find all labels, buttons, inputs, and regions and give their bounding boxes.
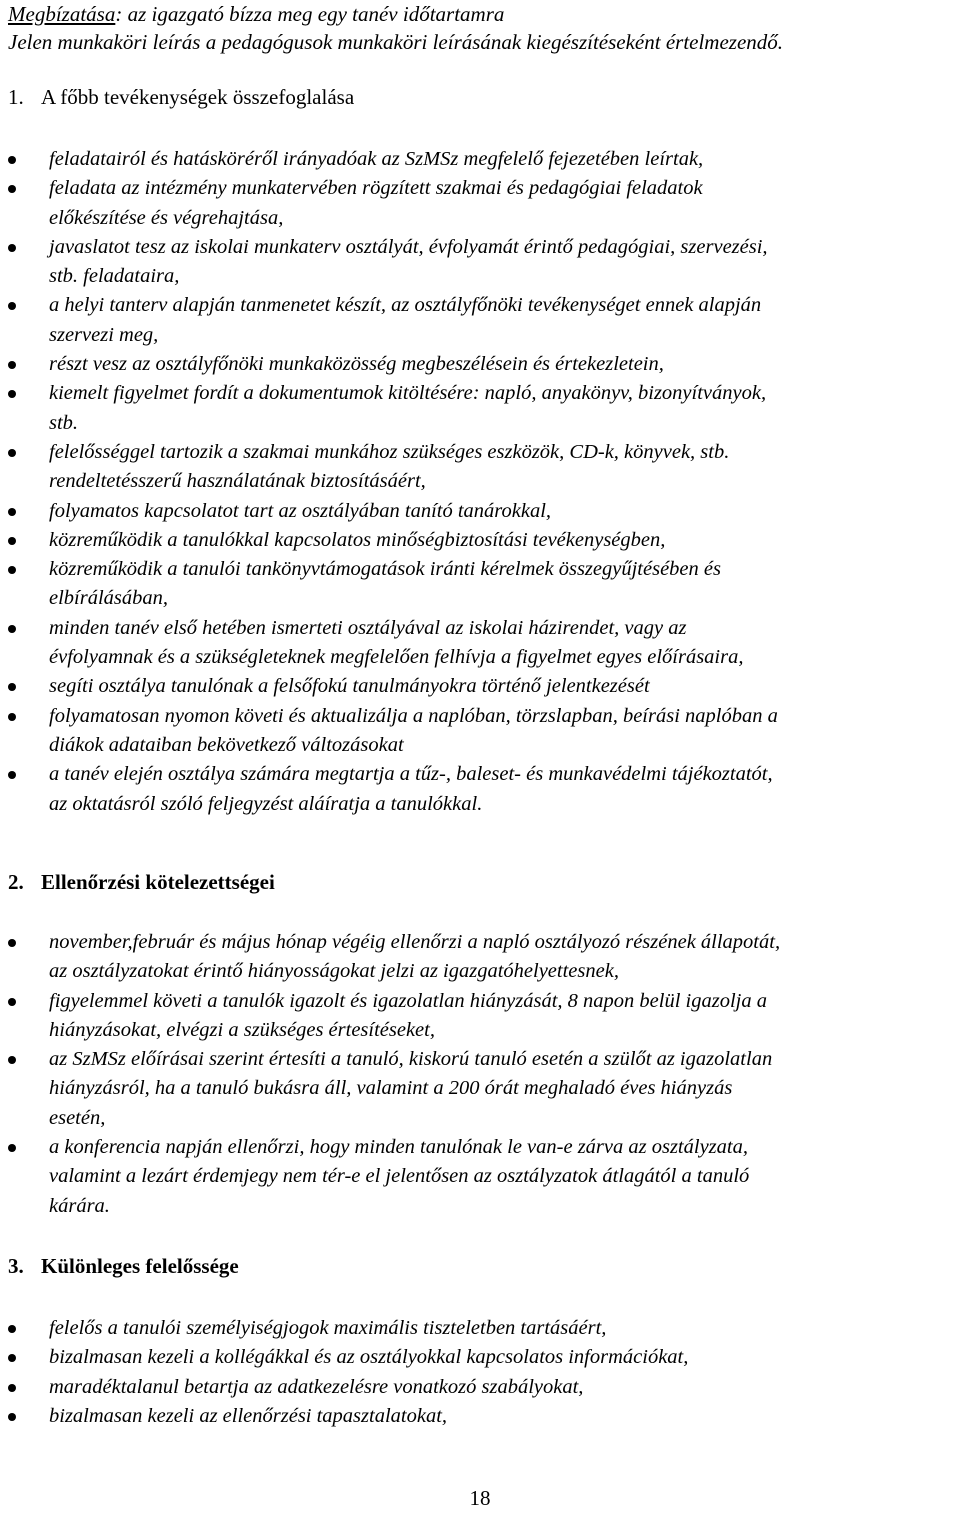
list-item-line: rendeltetésszerű használatának biztosításáért,: [49, 470, 426, 493]
list-item: [0, 987, 954, 1046]
bullet-icon: [8, 244, 16, 252]
list-item-line: felelősséggel tartozik a szakmai munkához szükséges eszközök, CD-k, könyvek, stb.: [49, 440, 730, 463]
bullet-icon: [8, 1354, 16, 1362]
list-item: [0, 614, 954, 673]
list-item: [0, 526, 954, 555]
list-item-line: bizalmasan kezeli a kollégákkal és az osztályokkal kapcsolatos információkat,: [49, 1346, 689, 1369]
list-item: [0, 1045, 954, 1133]
list-item-line: maradéktalanul betartja az adatkezelésre vonatkozó szabályokat,: [49, 1375, 584, 1398]
section-1-list: [0, 145, 960, 819]
list-item-line: november,február és május hónap végéig ellenőrzi a napló osztályozó részének állapotát,: [49, 931, 781, 953]
list-item-line: kiemelt figyelmet fordít a dokumentumok kitöltésére: napló, anyakönyv, bizonyítványok,: [49, 382, 767, 405]
list-item: [0, 1314, 954, 1343]
section-1-heading: [8, 83, 354, 111]
page-number: 18: [469, 1486, 491, 1510]
section-2-list: [0, 928, 960, 1221]
bullet-icon: [8, 1413, 16, 1421]
section-title: A főbb tevékenységek összefoglalása: [41, 85, 355, 109]
list-item-line: hiányzásról, ha a tanuló bukásra áll, valamint a 200 órát meghaladó éves hiányzás: [49, 1077, 733, 1100]
bullet-icon: [8, 537, 16, 545]
list-item-line: közreműködik a tanulói tankönyvtámogatások iránti kérelmek összegyűjtésében és: [49, 558, 721, 581]
list-item: [0, 928, 954, 987]
list-item-line: elbírálásában,: [49, 587, 169, 610]
assignment-label: Megbízatása: [8, 2, 116, 26]
list-item-line: előkészítése és végrehajtása,: [49, 206, 284, 229]
list-item-line: felelős a tanulói személyiségjogok maximális tiszteletben tartásáért,: [49, 1317, 607, 1339]
bullet-icon: [8, 185, 16, 193]
bullet-icon: [8, 1384, 16, 1392]
list-item-line: bizalmasan kezeli az ellenőrzési tapasztalatokat,: [49, 1404, 448, 1427]
bullet-icon: [8, 998, 16, 1006]
section-number: 1.: [8, 85, 24, 109]
intro-line-1: [8, 0, 783, 28]
list-item-line: évfolyamnak és a szükségleteknek megfelelően felhívja a figyelmet egyes előírásaira,: [49, 646, 744, 669]
bullet-icon: [8, 625, 16, 633]
list-item-line: diákok adataiban bekövetkező változásokat: [49, 733, 404, 756]
list-item: [0, 497, 954, 526]
bullet-icon: [8, 361, 16, 369]
list-item: [0, 702, 954, 761]
bullet-icon: [8, 449, 16, 457]
bullet-icon: [8, 1325, 16, 1333]
bullet-icon: [8, 302, 16, 310]
list-item: [0, 1373, 954, 1402]
list-item-line: folyamatos kapcsolatot tart az osztályában tanító tanárokkal,: [49, 499, 552, 522]
section-title: Ellenőrzési kötelezettségei: [41, 870, 275, 894]
bullet-icon: [8, 566, 16, 574]
list-item: [0, 438, 954, 497]
section-number: 2.: [8, 870, 24, 894]
list-item-line: kárára.: [49, 1194, 110, 1217]
list-item-line: szervezi meg,: [49, 323, 159, 346]
section-2-heading: [8, 868, 275, 896]
intro-block: [8, 0, 783, 56]
bullet-icon: [8, 713, 16, 721]
section-3-list: [0, 1314, 960, 1431]
list-item: [0, 291, 954, 350]
list-item-line: figyelemmel követi a tanulók igazolt és igazolatlan hiányzását, 8 napon belül igazolja a: [49, 989, 767, 1012]
list-item: [0, 1343, 954, 1372]
bullet-icon: [8, 1144, 16, 1152]
list-item-line: esetén,: [49, 1106, 106, 1129]
bullet-icon: [8, 156, 16, 164]
list-item: [0, 1133, 954, 1221]
list-item: [0, 379, 954, 438]
bullet-icon: [8, 508, 16, 516]
section-number: 3.: [8, 1254, 24, 1278]
list-item-line: stb.: [49, 411, 79, 434]
list-item-line: a tanév elején osztálya számára megtartja a tűz-, baleset- és munkavédelmi tájékoztatót,: [49, 763, 773, 786]
list-item-line: a konferencia napján ellenőrzi, hogy minden tanulónak le van-e zárva az osztályzata,: [49, 1136, 748, 1159]
list-item-line: az oktatásról szóló feljegyzést aláíratja a tanulókkal.: [49, 792, 483, 815]
list-item-line: stb. feladataira,: [49, 265, 180, 288]
list-item-line: az SzMSz előírásai szerint értesíti a tanuló, kiskorú tanuló esetén a szülőt az igazolatlan: [49, 1048, 773, 1071]
list-item: [0, 760, 954, 819]
bullet-icon: [8, 1056, 16, 1064]
list-item-line: javaslatot tesz az iskolai munkaterv osztályát, évfolyamát érintő pedagógiai, szervezési,: [49, 235, 768, 258]
list-item-line: részt vesz az osztályfőnöki munkaközösség megbeszélésein és értekezletein,: [49, 353, 664, 376]
list-item-line: segíti osztálya tanulónak a felsőfokú tanulmányokra történő jelentkezését: [49, 675, 650, 698]
section-3-heading: [8, 1252, 239, 1280]
list-item-line: közreműködik a tanulókkal kapcsolatos minőségbiztosítási tevékenységben,: [49, 528, 666, 551]
list-item-line: a helyi tanterv alapján tanmenetet készít, az osztályfőnöki tevékenységet ennek alapján: [49, 294, 762, 317]
list-item-line: folyamatosan nyomon követi és aktualizálja a naplóban, törzslapban, beírási naplóban a: [49, 704, 778, 727]
bullet-icon: [8, 771, 16, 779]
list-item: [0, 174, 954, 233]
list-item: [0, 1402, 954, 1431]
list-item: [0, 672, 954, 701]
section-title: Különleges felelőssége: [41, 1254, 239, 1278]
assignment-text: : az igazgató bízza meg egy tanév időtartamra: [115, 2, 505, 26]
bullet-icon: [8, 939, 16, 947]
bullet-icon: [8, 390, 16, 398]
bullet-icon: [8, 683, 16, 691]
list-item-line: minden tanév első hetében ismerteti osztályával az iskolai házirendet, vagy az: [49, 616, 687, 639]
list-item-line: valamint a lezárt érdemjegy nem tér-e el jelentősen az osztályzatok átlagától a tanuló: [49, 1165, 750, 1188]
list-item: [0, 350, 954, 379]
list-item-line: feladatairól és hatásköréről irányadóak az SzMSz megfelelő fejezetében leírtak,: [49, 148, 704, 170]
list-item-line: feladata az intézmény munkatervében rögzített szakmai és pedagógiai feladatok: [49, 177, 703, 200]
list-item: [0, 145, 954, 174]
list-item-line: az osztályzatokat érintő hiányosságokat jelzi az igazgatóhelyettesnek,: [49, 960, 619, 983]
intro-line-2: Jelen munkaköri leírás a pedagógusok munkaköri leírásának kiegészítéseként értelmezendő.: [8, 30, 784, 54]
list-item: [0, 233, 954, 292]
list-item: [0, 555, 954, 614]
list-item-line: hiányzásokat, elvégzi a szükséges értesítéseket,: [49, 1018, 435, 1041]
